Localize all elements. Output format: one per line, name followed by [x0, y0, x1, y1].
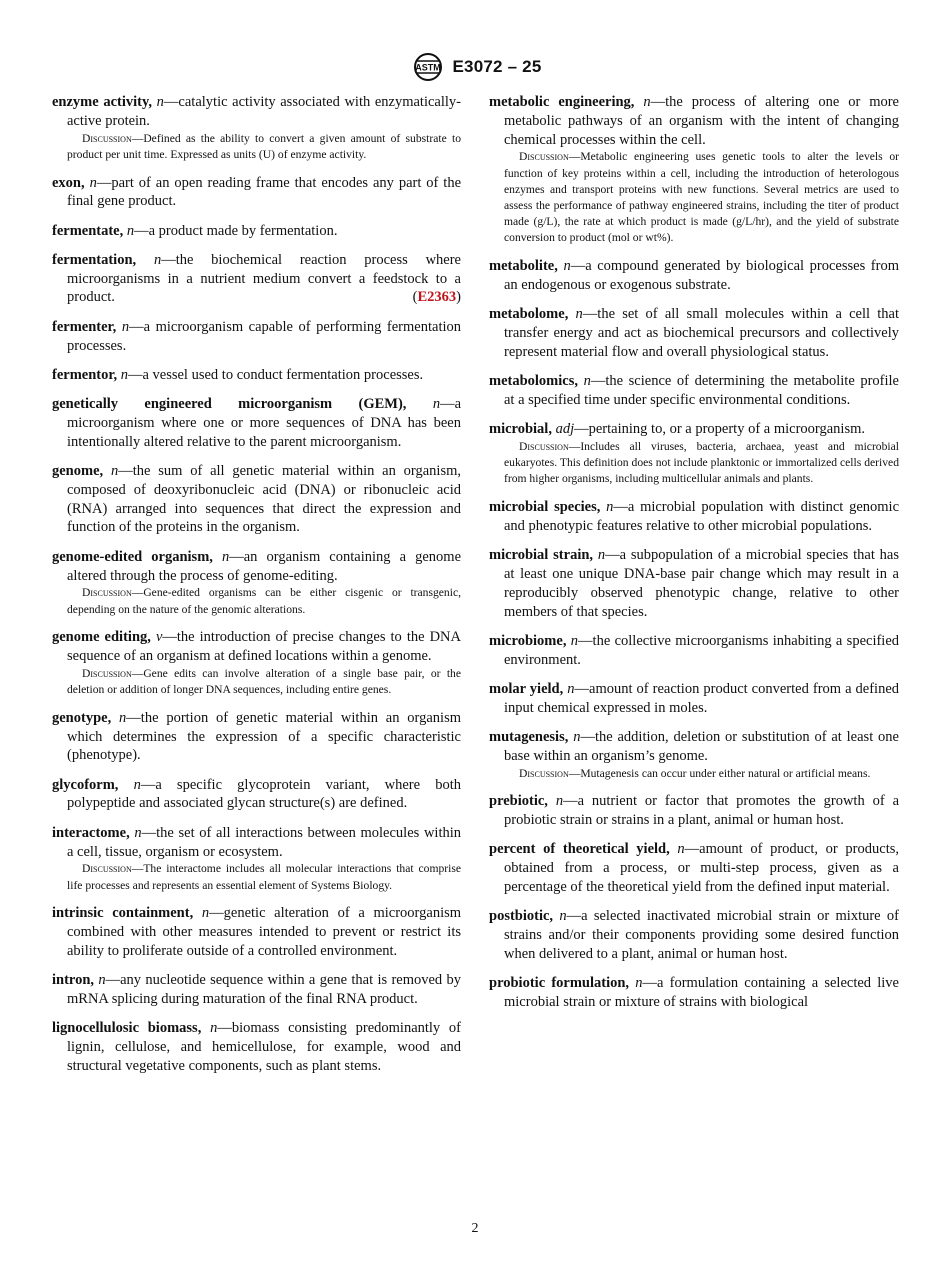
term: metabolome,	[489, 306, 569, 323]
glossary-entry	[52, 93, 461, 163]
definition	[489, 546, 899, 621]
glossary-entry	[52, 251, 461, 307]
svg-text:ASTM: ASTM	[414, 62, 441, 73]
definition-text: —amount of reaction product converted from a defined input chemical expressed in moles.	[504, 680, 900, 716]
glossary-entry	[52, 366, 461, 385]
part-of-speech: n	[643, 94, 651, 110]
term: fermenter,	[52, 318, 117, 335]
definition-text: —the sum of all genetic material within an organism, composed of deoxyribonucleic acid (DNA) or ribonucleic acid (RNA) arranged into sequences that direct the expression and function of the proteins in the organism.	[67, 463, 461, 536]
glossary-entry	[52, 395, 461, 451]
definition	[489, 498, 899, 536]
glossary-entry	[52, 222, 461, 241]
definition-text: —catalytic activity associated with enzymatically-active protein.	[67, 94, 461, 129]
glossary-entry	[489, 974, 899, 1012]
term: percent of theoretical yield,	[489, 841, 670, 858]
discussion-text: —Metabolic engineering uses genetic tools to alter the levels or function of key proteins within a cell, including the introduction of heterologous enzymes and transport proteins with new functions. Several metrics are used to assess the performance of pathway engineered strains, including the titer of product made (g/L), the rate at which product is made (g/L/hr), and the yield of substrate conversion to product (mol or wt%).	[504, 150, 899, 245]
reference: (E2363)	[412, 289, 461, 306]
definition-text: —pertaining to, or a property of a microorganism.	[574, 421, 865, 438]
definition	[489, 907, 899, 963]
part-of-speech: n	[563, 258, 571, 275]
term: fermentation,	[52, 251, 137, 268]
part-of-speech: n	[134, 824, 142, 841]
definition	[489, 93, 899, 149]
page-number: 2	[471, 1221, 479, 1236]
definition	[52, 93, 461, 131]
discussion-note	[52, 131, 461, 163]
definition-text: —the science of determining the metabolite profile at a specified time under specific environmental conditions.	[504, 373, 899, 408]
discussion-text: —Mutagenesis can occur under either natural or artificial means.	[568, 766, 871, 780]
glossary-entry	[52, 462, 461, 537]
definition-text: —the biochemical reaction process where microorganisms in a nutrient medium convert a feedstock to a product.	[67, 251, 461, 306]
discussion-note	[489, 439, 899, 488]
definition	[489, 305, 899, 361]
definition-text: —the process of altering one or more metabolic pathways of an organism with the intent of changing chemical processes within the cell.	[504, 94, 899, 148]
part-of-speech: v	[155, 629, 163, 646]
definition-text: —a microorganism where one or more sequences of DNA has been intentionally altered relative to the parent microorganism.	[67, 396, 461, 450]
part-of-speech: n	[432, 396, 441, 413]
term: microbiome,	[489, 632, 567, 649]
discussion-label: Discussion	[82, 666, 132, 680]
part-of-speech: n	[120, 366, 128, 383]
definition	[52, 1019, 461, 1075]
glossary-entry	[489, 840, 899, 896]
part-of-speech: n	[559, 908, 567, 925]
definition	[52, 824, 461, 862]
discussion-label: Discussion	[519, 766, 569, 780]
part-of-speech: n	[201, 905, 210, 922]
definition-text: —the introduction of precise changes to the DNA sequence of an organism at defined locations within a genome.	[67, 629, 462, 665]
part-of-speech: adj	[555, 421, 575, 438]
term: genetically engineered microorganism (GEM),	[52, 396, 407, 413]
definition-text: —a vessel used to conduct fermentation processes.	[127, 366, 424, 383]
discussion-text: —The interactome includes all molecular interactions that comprise life processes and represents an essential element of Systems Biology.	[67, 862, 461, 892]
part-of-speech: n	[210, 1020, 218, 1037]
part-of-speech: n	[606, 499, 614, 516]
definition	[52, 395, 461, 451]
definition-text: —a microbial population with distinct genomic and phenotypic features relative to other microbial populations.	[504, 499, 900, 534]
definition	[489, 420, 899, 439]
glossary-entry	[52, 776, 461, 814]
term: metabolite,	[489, 258, 558, 275]
term: microbial,	[489, 421, 552, 438]
definition	[489, 632, 899, 670]
term: exon,	[52, 174, 85, 191]
definition	[52, 709, 461, 765]
glossary-entry	[489, 498, 899, 536]
definition	[52, 971, 461, 1009]
discussion-label: Discussion	[82, 862, 132, 876]
term: intrinsic containment,	[52, 905, 194, 922]
term: metabolic engineering,	[489, 94, 635, 110]
term: postbiotic,	[489, 908, 554, 925]
glossary-entry	[489, 93, 899, 247]
left-column	[52, 93, 461, 1086]
glossary-entry	[52, 904, 461, 960]
discussion-label: Discussion	[519, 439, 569, 453]
glossary-entry	[52, 709, 461, 765]
discussion-label: Discussion	[82, 131, 132, 145]
term: enzyme activity,	[52, 94, 153, 110]
part-of-speech: n	[126, 222, 135, 239]
definition	[52, 366, 461, 385]
definition	[489, 728, 899, 766]
definition-text: —a subpopulation of a microbial species that has at least one unique DNA-base pair change which may result in a reproducibly observed phenotypic change, relative to other members of that species.	[504, 547, 900, 620]
glossary-entry	[52, 628, 461, 698]
discussion-note	[52, 585, 461, 617]
definition-text: —part of an open reading frame that encodes any part of the final gene product.	[67, 174, 462, 210]
term: prebiotic,	[489, 793, 548, 810]
definition-text: —a microorganism capable of performing fermentation processes.	[67, 318, 461, 354]
term: genome editing,	[52, 629, 151, 646]
term: microbial strain,	[489, 547, 594, 564]
discussion-text: —Gene edits can involve alteration of a single base pair, or the deletion or addition of longer DNA sequences, including entire genes.	[67, 666, 461, 697]
discussion-text: —Gene-edited organisms can be either cisgenic or transgenic, depending on the nature of the genomic alterations.	[67, 586, 461, 616]
glossary-entry	[52, 174, 461, 212]
glossary-entry	[489, 372, 899, 410]
discussion-note	[52, 666, 461, 698]
glossary-entry	[489, 305, 899, 361]
glossary-entry	[489, 680, 899, 718]
part-of-speech: n	[133, 776, 141, 793]
definition-text: —the portion of genetic material within an organism which determines the expression of a specific characteristic (phenotype).	[67, 709, 462, 764]
glossary-entry	[489, 546, 899, 621]
definition	[52, 174, 461, 212]
glossary-entry	[489, 728, 899, 782]
discussion-text: —Includes all viruses, bacteria, archaea, yeast and microbial eukaryotes. This definition does not include planktonic or immortalized cells derived from higher organisms, including multicellular animals and plants.	[504, 439, 899, 486]
term: glycoform,	[52, 776, 119, 793]
term: genome,	[52, 463, 104, 480]
term: intron,	[52, 972, 95, 989]
definition	[489, 792, 899, 830]
glossary-entry	[52, 971, 461, 1009]
part-of-speech: n	[597, 547, 606, 564]
discussion-note	[489, 149, 899, 246]
part-of-speech: n	[555, 793, 564, 810]
term: microbial species,	[489, 499, 601, 516]
part-of-speech: n	[575, 306, 583, 323]
definition-text: —amount of product, or products, obtained from a process, or multi-step process, given as a percentage of the theoretical yield from the defined input material.	[504, 841, 899, 896]
definition	[52, 628, 461, 666]
definition-text: —any nucleotide sequence within a gene that is removed by mRNA splicing during maturation of the final RNA product.	[67, 972, 461, 1007]
definition	[489, 372, 899, 410]
astm-logo-icon	[409, 52, 447, 82]
part-of-speech: n	[119, 709, 127, 726]
definition	[52, 776, 461, 814]
part-of-speech: n	[156, 94, 164, 110]
term: genome-edited organism,	[52, 548, 213, 565]
part-of-speech: n	[89, 174, 97, 191]
definition	[52, 462, 461, 537]
document-id: E3072 – 25	[452, 57, 542, 76]
definition-text: —a selected inactivated microbial strain or mixture of strains and/or their components providing some desired function when delivered to a plant, animal or human host.	[504, 908, 900, 962]
term: genotype,	[52, 709, 112, 726]
definition-text: —an organism containing a genome altered through the process of genome-editing.	[67, 548, 462, 584]
glossary-entry	[52, 318, 461, 356]
definition	[52, 548, 461, 586]
term: molar yield,	[489, 680, 564, 697]
definition-text: —the set of all interactions between molecules within a cell, tissue, organism or ecosystem.	[67, 824, 462, 860]
definition-text: —the set of all small molecules within a cell that transfer energy and act as biochemical precursors and collectively represent material flow and overall physiological status.	[504, 306, 899, 360]
glossary-entry	[489, 420, 899, 487]
discussion-note	[52, 861, 461, 893]
definition	[52, 318, 461, 356]
definition-text: —a compound generated by biological processes from an endogenous or exogenous substrate.	[504, 258, 899, 293]
reference-link[interactable]: E2363	[417, 289, 457, 306]
part-of-speech: n	[153, 251, 162, 268]
definition	[489, 680, 899, 718]
part-of-speech: n	[121, 318, 130, 335]
term: fermentate,	[52, 222, 124, 239]
definition-text: —the addition, deletion or substitution of at least one base within an organism’s genome.	[504, 729, 899, 764]
term: probiotic formulation,	[489, 975, 630, 992]
part-of-speech: n	[570, 632, 579, 649]
glossary-entry	[52, 824, 461, 894]
definition-text: —a product made by fermentation.	[134, 222, 338, 239]
term: fermentor,	[52, 366, 118, 383]
part-of-speech: n	[110, 463, 119, 480]
part-of-speech: n	[635, 975, 643, 992]
discussion-label: Discussion	[519, 150, 569, 164]
term: mutagenesis,	[489, 729, 569, 746]
definition-text: —the collective microorganisms inhabiting a specified environment.	[504, 632, 900, 668]
definition-text: —a specific glycoprotein variant, where both polypeptide and associated glycan structure(s) are defined.	[67, 776, 462, 812]
glossary-entry	[489, 632, 899, 670]
glossary-entry	[489, 257, 899, 295]
definition-text: —biomass consisting predominantly of lignin, cellulose, and hemicellulose, for example, wood and structural vegetative components, such as plant stems.	[67, 1020, 461, 1074]
definition-text: —genetic alteration of a microorganism combined with other measures intended to prevent or restrict its ability to proliferate outside of a controlled environment.	[67, 905, 462, 959]
discussion-text: —Defined as the ability to convert a given amount of substrate to product per unit time. Expressed as units (U) of enzyme activity.	[67, 131, 461, 161]
definition-text: —a formulation containing a selected live microbial strain or mixture of strains with biological	[504, 975, 899, 1011]
part-of-speech: n	[222, 548, 230, 565]
definition	[489, 840, 899, 896]
glossary-entry	[489, 907, 899, 963]
part-of-speech: n	[567, 680, 575, 697]
definition	[52, 222, 461, 241]
glossary-entry	[52, 1019, 461, 1075]
definition	[52, 904, 461, 960]
part-of-speech: n	[573, 729, 581, 746]
term: metabolomics,	[489, 373, 578, 390]
glossary-entry	[489, 792, 899, 830]
definition	[52, 251, 461, 307]
right-column	[489, 93, 899, 1022]
definition-text: —a nutrient or factor that promotes the growth of a probiotic strain or strains in a plant, animal or human host.	[504, 793, 900, 829]
part-of-speech: n	[677, 841, 685, 858]
discussion-label: Discussion	[82, 586, 132, 600]
definition	[489, 974, 899, 1012]
definition	[489, 257, 899, 295]
part-of-speech: n	[98, 972, 106, 989]
term: lignocellulosic biomass,	[52, 1020, 202, 1037]
glossary-entry	[52, 548, 461, 618]
term: interactome,	[52, 824, 130, 841]
page-header	[0, 52, 950, 82]
discussion-note	[489, 766, 899, 782]
part-of-speech: n	[583, 373, 591, 390]
